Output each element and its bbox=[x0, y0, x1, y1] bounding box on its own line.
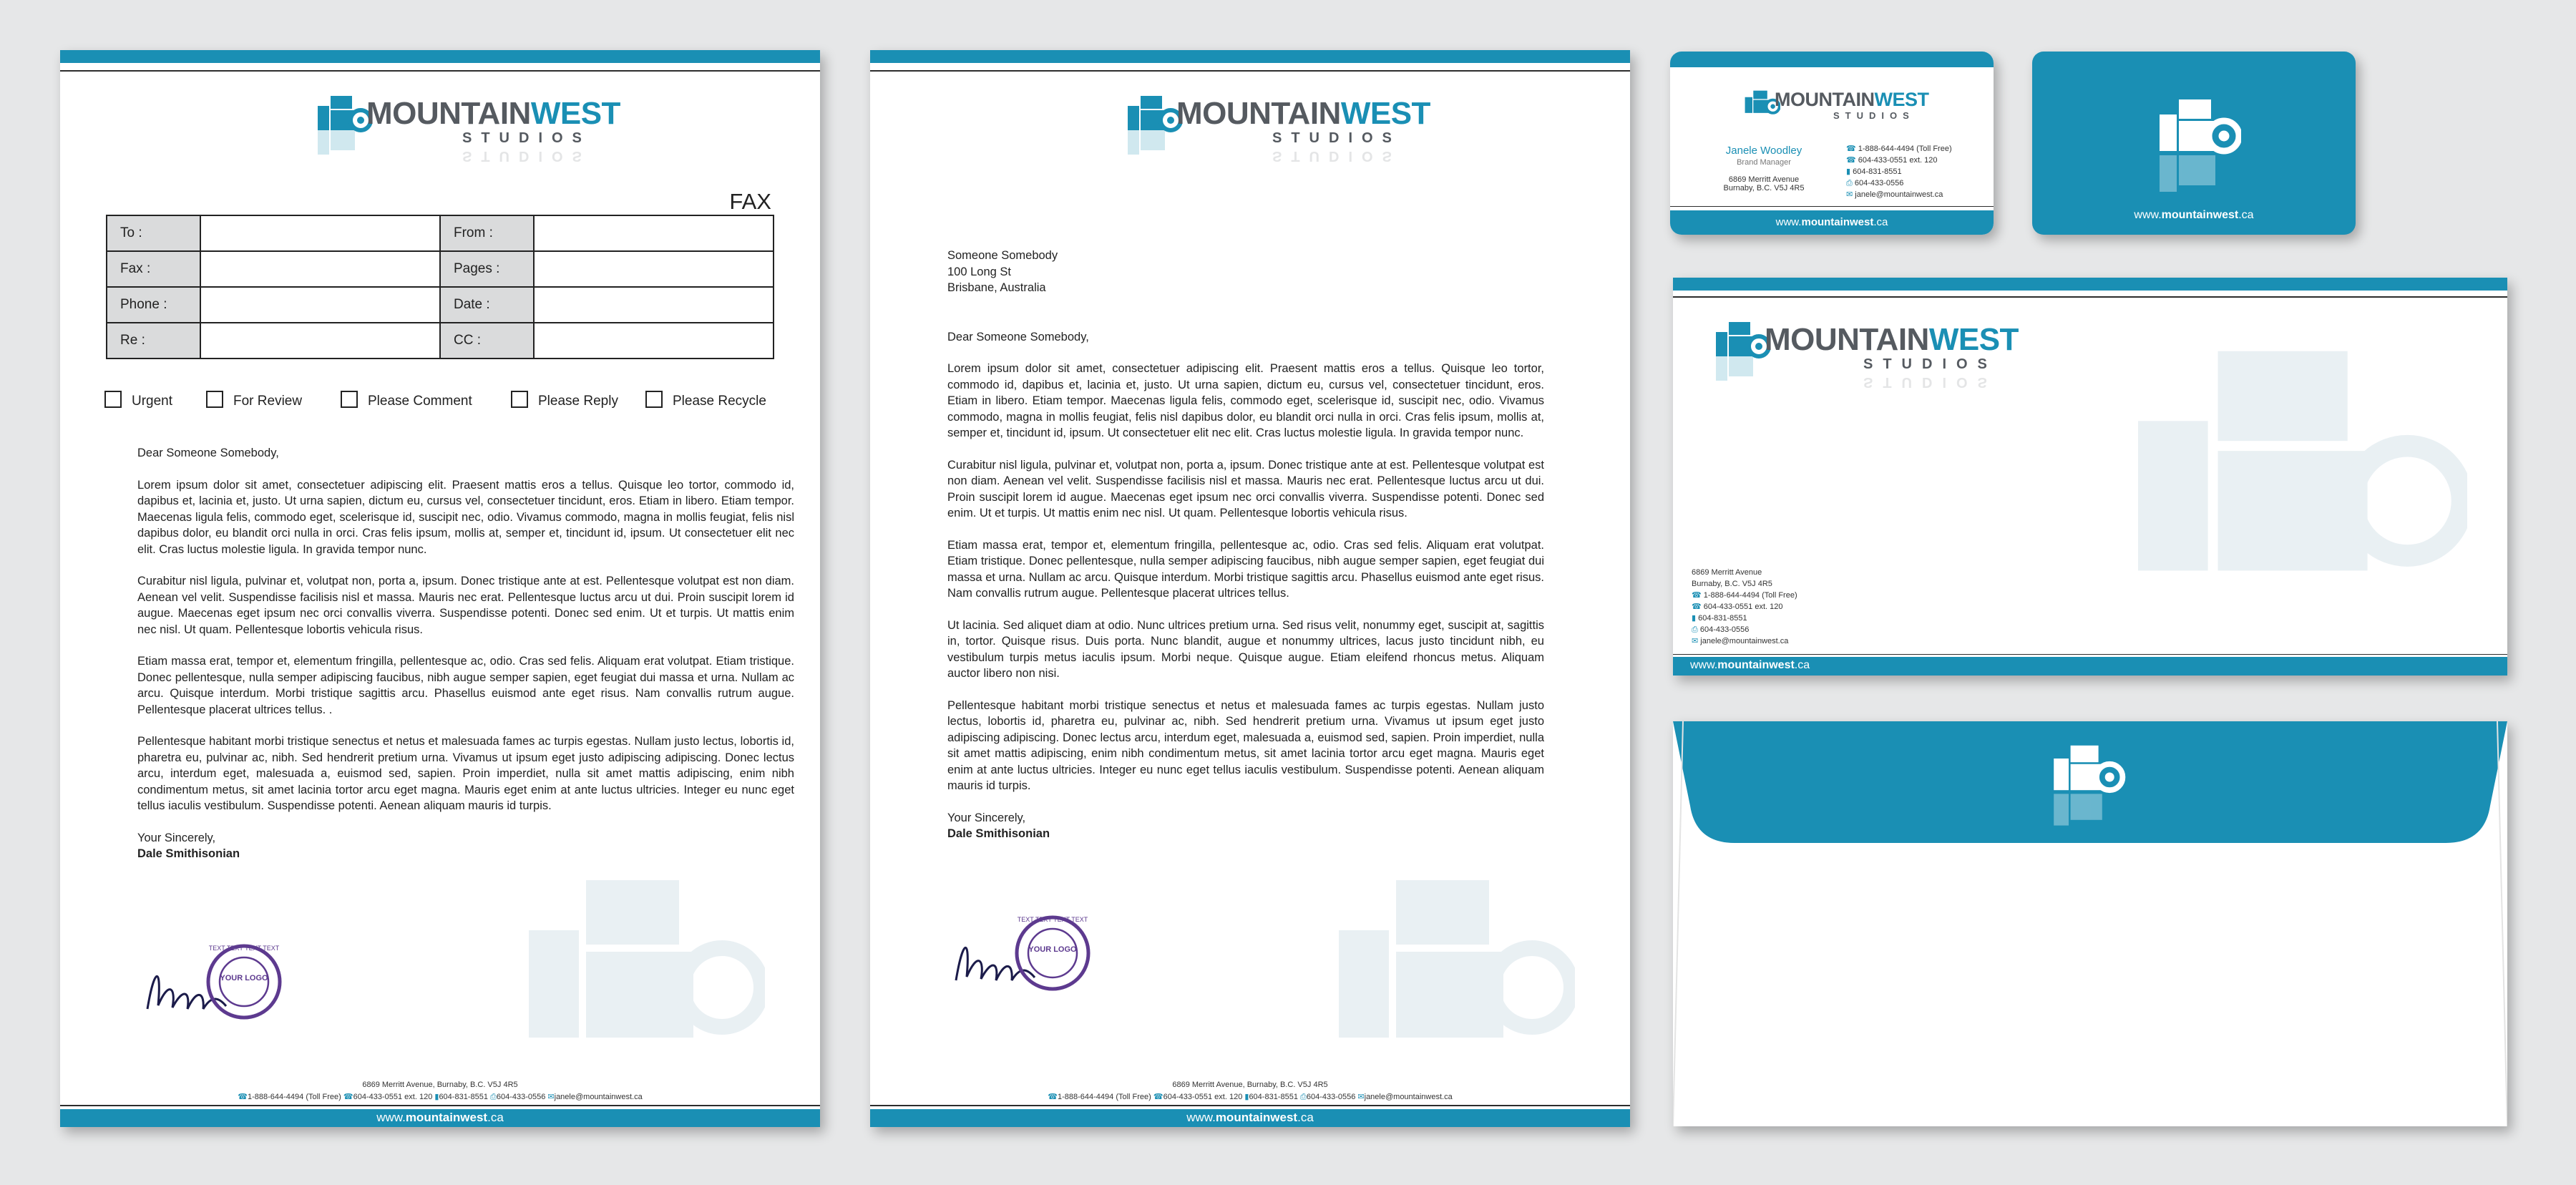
fax-letter-body bbox=[137, 445, 794, 862]
watermark-camera-icon bbox=[2138, 349, 2467, 592]
phone-icon: ☎ bbox=[343, 1093, 353, 1101]
watermark-camera-icon bbox=[1339, 880, 1575, 1052]
url-prefix: www. bbox=[1690, 659, 1718, 671]
phone-label: Phone : bbox=[107, 287, 200, 323]
fax-header-table bbox=[106, 215, 774, 359]
stamp-ring-text: TEXT TEXT TEXT TEXT bbox=[208, 945, 280, 952]
top-band bbox=[870, 50, 1630, 63]
cc-label: CC : bbox=[440, 323, 534, 359]
logo-wordmark-main: MOUNTAIN bbox=[1775, 89, 1875, 110]
logo-wordmark-accent: WEST bbox=[530, 96, 620, 131]
envelope-front bbox=[1673, 278, 2507, 676]
fax-sheet bbox=[60, 50, 820, 1127]
url-bold: mountainwest bbox=[1801, 216, 1874, 228]
footer-url[interactable] bbox=[60, 1111, 820, 1125]
email-icon: ✉ bbox=[1846, 190, 1855, 199]
card-street: 6869 Merritt Avenue bbox=[1728, 175, 1800, 184]
footer-url[interactable] bbox=[870, 1111, 1630, 1125]
checkbox-urgent[interactable] bbox=[104, 391, 172, 409]
checkbox-box[interactable] bbox=[206, 391, 223, 408]
phone-icon: ☎ bbox=[1692, 591, 1704, 600]
top-rule bbox=[870, 70, 1630, 72]
phone-icon: ☎ bbox=[1692, 603, 1704, 611]
mobile-icon: ▮ bbox=[434, 1093, 439, 1101]
logo-wordmark-accent: WEST bbox=[1928, 322, 2019, 357]
list-item bbox=[1846, 166, 1952, 177]
recipient-name: Someone Somebody bbox=[947, 249, 1058, 262]
envelope-back bbox=[1673, 721, 2507, 1126]
closing: Your Sincerely, bbox=[137, 831, 216, 844]
url-prefix: www. bbox=[1775, 216, 1802, 228]
card-contacts bbox=[1846, 143, 1952, 200]
top-rule bbox=[1673, 296, 2507, 298]
stamp-ring-text: TEXT TEXT TEXT TEXT bbox=[1017, 916, 1088, 923]
fax-icon: ⎙ bbox=[1846, 179, 1855, 187]
email: janele@mountainwest.ca bbox=[554, 1093, 643, 1101]
email: janele@mountainwest.ca bbox=[1700, 637, 1789, 645]
url-suffix: .ca bbox=[1297, 1111, 1314, 1124]
footer-url[interactable] bbox=[1690, 659, 1810, 672]
logo-studios: STUDIOS bbox=[462, 130, 591, 146]
logo-wordmark-accent: WEST bbox=[1340, 96, 1430, 131]
email-icon: ✉ bbox=[1692, 637, 1701, 645]
paragraph: Pellentesque habitant morbi tristique senectus et netus et malesuada fames ac turpis egestas. Nullam justo lectus, lobortis id, pharetra eu, pulvinar ac, nibh. Sed hendrerit pretium urna. Vivamus ut ipsum eget justo adipiscing adipiscing. Donec lectus arcu, interdum eget, malesuada a, euismod sed, sapien. Proin imperdiet, nulla sit amet mattis adipiscing, enim nibh condimentum metus, sit amet lacinia tortor arcu eget magna. Mauris eget enim at ante luctus ultricies. Integer eu nunc eget tellus iaculis vestibulum. Suspendisse potenti. Aenean aliquam mauris id turpis. bbox=[947, 698, 1544, 792]
list-item bbox=[1692, 624, 1797, 635]
list-item bbox=[1846, 143, 1952, 155]
logo-wordmark-main: MOUNTAIN bbox=[1765, 322, 1929, 357]
email-icon: ✉ bbox=[1357, 1093, 1365, 1101]
checkbox-please-reply[interactable] bbox=[511, 391, 618, 409]
city: Burnaby, B.C. V5J 4R5 bbox=[1692, 580, 1772, 588]
camera-logo-icon bbox=[315, 92, 372, 156]
url-prefix: www. bbox=[2134, 209, 2162, 221]
phone-icon: ☎ bbox=[1846, 156, 1858, 165]
stamp-center-text: YOUR LOGO bbox=[1028, 945, 1077, 954]
paragraph: Lorem ipsum dolor sit amet, consectetuer adipiscing elit. Praesent mattis eros a tellus. Quisque leo tortor, commodo id, dapibus et, lacinia et, justo. Ut urna sapien, dictum eu, cursus vel, consectetuer tincidunt, eros. Etiam in libero. Etiam tempor. Maecenas ligula felis, commodo eget, scelerisque id, suscipit nec, odio. Vivamus commodo, magna in mollis feugiat, felis nisl dapibus dolor, eu blandit orci nulla in orci. Cras felis ipsum, mollis at, semper et, tincidunt id, ipsum. Ut consectetuer elit nec elit. Cras luctus molestie ligula. In gravida tempor nunc. bbox=[947, 362, 1544, 439]
checkbox-label: Please Reply bbox=[538, 394, 618, 409]
camera-logo-icon bbox=[1713, 318, 1770, 382]
checkbox-please-recycle[interactable] bbox=[645, 391, 766, 409]
url-bold: mountainwest bbox=[1215, 1111, 1298, 1124]
mobile-icon: ▮ bbox=[1244, 1093, 1249, 1101]
fax: 604-433-0556 bbox=[1854, 179, 1904, 187]
logo-reflection: STUDIOS bbox=[1863, 374, 1997, 390]
table-row bbox=[107, 251, 774, 287]
logo-studios: STUDIOS bbox=[1272, 130, 1401, 146]
footer-rule bbox=[60, 1105, 820, 1106]
watermark-camera-icon bbox=[529, 880, 765, 1052]
re-label: Re : bbox=[107, 323, 200, 359]
top-band bbox=[1670, 52, 1994, 67]
from-field[interactable] bbox=[534, 215, 774, 251]
table-row bbox=[107, 287, 774, 323]
mobile: 604-831-8551 bbox=[439, 1093, 488, 1101]
letter-body bbox=[947, 248, 1544, 842]
fax: 604-433-0556 bbox=[1306, 1093, 1356, 1101]
logo-wordmark-accent: WEST bbox=[1874, 89, 1929, 110]
toll-free: 1-888-644-4494 (Toll Free) bbox=[247, 1093, 341, 1101]
paragraph: Pellentesque habitant morbi tristique senectus et netus et malesuada fames ac turpis egestas. Nullam justo lectus, lobortis id, pharetra eu, pulvinar ac, nibh. Sed hendrerit pretium urna. Vivamus ut ipsum eget justo adipiscing adipiscing. Donec lectus arcu, interdum eget, malesuada a, euismod sed, sapien. Proin imperdiet, nulla sit amet mattis adipiscing, enim nibh condimentum metus, sit amet lacinia tortor arcu eget magna. Mauris eget enim at ante luctus ultricies. Integer eu nunc eget tellus iaculis vestibulum. Suspendisse potenti. Aenean aliquam mauris id turpis. bbox=[137, 735, 794, 812]
phone-ext: 604-433-0551 ext. 120 bbox=[1858, 156, 1938, 165]
footer-url[interactable] bbox=[1670, 216, 1994, 228]
list-item bbox=[1846, 189, 1952, 200]
envelope-fold-lines bbox=[1673, 721, 2507, 1126]
url-suffix: .ca bbox=[487, 1111, 504, 1124]
logo-wordmark bbox=[1765, 322, 2019, 358]
salutation: Dear Someone Somebody, bbox=[137, 447, 279, 459]
card-name: Janele Woodley bbox=[1725, 145, 1802, 157]
signature-stamp bbox=[140, 937, 283, 1030]
logo-studios: STUDIOS bbox=[1833, 110, 1915, 121]
url-suffix: .ca bbox=[1794, 659, 1810, 671]
top-band bbox=[60, 50, 820, 63]
paragraph: Curabitur nisl ligula, pulvinar et, volutpat non, porta a, ipsum. Donec tristique ante at est. Pellentesque volutpat est non diam. Aenean vel velit. Suspendisse facilisis nisl et massa. Mauris nec erat. Pellentesque luctus arcu ut dui. Proin suscipit lorem id augue. Maecenas eget ipsum nec orci convallis viverra. Suspendisse potenti. Donec sed enim. Ut et turpis. Ut mattis enim nec nisl. Ut quam. Pellentesque lobortis vehicula risus. bbox=[137, 575, 794, 636]
re-field[interactable] bbox=[200, 323, 440, 359]
top-band bbox=[1673, 278, 2507, 291]
toll-free: 1-888-644-4494 (Toll Free) bbox=[1703, 591, 1797, 600]
logo-wordmark bbox=[1775, 89, 1928, 111]
salutation: Dear Someone Somebody, bbox=[947, 330, 1089, 343]
signature-stamp bbox=[949, 909, 1092, 1002]
url-suffix: .ca bbox=[1873, 216, 1888, 228]
fax-title: FAX bbox=[729, 189, 771, 214]
card-city: Burnaby, B.C. V5J 4R5 bbox=[1723, 184, 1805, 192]
card-person bbox=[1699, 145, 1829, 192]
paragraph: Ut lacinia. Sed aliquet diam at odio. Nunc ultrices pretium urna. Sed risus velit, nonummy eget, suscipit at, sagittis in, tortor. Quisque risus. Duis porta. Nunc blandit, augue et nonummy ultrices, lacus justo tincidunt nibh, eu vestibulum turpis metus iaculis ipsum. Morbi neque. Quisque augue. Etiam eleifend rhoncus metus. Aliquam auctor libero non nisi. bbox=[947, 618, 1544, 680]
phone-ext: 604-433-0551 ext. 120 bbox=[1703, 603, 1783, 611]
fax-icon: ⎙ bbox=[490, 1093, 497, 1101]
fax: 604-433-0556 bbox=[496, 1093, 546, 1101]
checkbox-label: Please Recycle bbox=[673, 394, 766, 409]
fax-label: Fax : bbox=[107, 251, 200, 287]
footer-rule bbox=[1673, 654, 2507, 655]
phone-ext: 604-433-0551 ext. 120 bbox=[1163, 1093, 1243, 1101]
phone-icon: ☎ bbox=[1846, 145, 1858, 153]
toll-free: 1-888-644-4494 (Toll Free) bbox=[1858, 145, 1952, 153]
checkbox-box[interactable] bbox=[104, 391, 122, 408]
stamp-center-text: YOUR LOGO bbox=[220, 974, 268, 982]
closing: Your Sincerely, bbox=[947, 811, 1026, 824]
checkbox-label: For Review bbox=[233, 394, 303, 409]
checkbox-label: Urgent bbox=[132, 394, 173, 409]
phone-icon: ☎ bbox=[1048, 1093, 1058, 1101]
footer-rule bbox=[1670, 206, 1994, 207]
logo-wordmark-main: MOUNTAIN bbox=[366, 96, 531, 131]
paragraph: Etiam massa erat, tempor et, elementum fringilla, pellentesque ac, odio. Cras sed felis. Aliquam erat volutpat. Etiam tristique. Donec pellentesque, nulla semper adipiscing faucibus, nibh augue semper sapien, eget feugiat dui massa et urna. Nullam ac arcu. Quisque interdum. Morbi tristique sagittis arcu. Phasellus euismod ante eget risus. Nam convallis rutrum augue. Pellentesque placerat ultrices tellus. bbox=[947, 538, 1544, 600]
recipient-street: 100 Long St bbox=[947, 265, 1011, 278]
fax: 604-433-0556 bbox=[1699, 625, 1750, 634]
cc-field[interactable] bbox=[534, 323, 774, 359]
checkbox-please-comment[interactable] bbox=[341, 391, 472, 409]
list-item bbox=[1692, 590, 1797, 601]
business-card-front bbox=[1670, 52, 1994, 235]
footer-address: 6869 Merritt Avenue, Burnaby, B.C. V5J 4R5 bbox=[1172, 1081, 1328, 1089]
fax-field[interactable] bbox=[200, 251, 440, 287]
phone-field[interactable] bbox=[200, 287, 440, 323]
url-bold: mountainwest bbox=[1717, 659, 1795, 671]
to-field[interactable] bbox=[200, 215, 440, 251]
date-label: Date : bbox=[440, 287, 534, 323]
email-icon: ✉ bbox=[547, 1093, 555, 1101]
toll-free: 1-888-644-4494 (Toll Free) bbox=[1057, 1093, 1151, 1101]
checkbox-box[interactable] bbox=[341, 391, 358, 408]
url-prefix: www. bbox=[376, 1111, 406, 1124]
signer-name: Dale Smithisonian bbox=[137, 847, 240, 860]
fax-checkboxes bbox=[104, 391, 791, 412]
mobile: 604-831-8551 bbox=[1853, 167, 1902, 176]
footer-address: 6869 Merritt Avenue, Burnaby, B.C. V5J 4R5 bbox=[362, 1081, 518, 1089]
footer-contacts bbox=[870, 1092, 1630, 1102]
envelope-return-address bbox=[1692, 567, 1797, 647]
brand-logo bbox=[1743, 87, 1943, 137]
table-row bbox=[107, 323, 774, 359]
logo-wordmark bbox=[1176, 96, 1430, 132]
url-bold: mountainwest bbox=[405, 1111, 488, 1124]
logo-wordmark bbox=[366, 96, 620, 132]
list-item bbox=[1846, 155, 1952, 166]
checkbox-box[interactable] bbox=[645, 391, 663, 408]
recipient-city: Brisbane, Australia bbox=[947, 281, 1046, 294]
business-card-back bbox=[2032, 52, 2356, 235]
paragraph: Curabitur nisl ligula, pulvinar et, volutpat non, porta a, ipsum. Donec tristique ante at est. Pellentesque volutpat est non diam. Aenean vel velit. Suspendisse facilisis nisl et massa. Mauris nec erat. Pellentesque luctus arcu ut dui. Proin suscipit lorem id augue. Maecenas eget ipsum nec orci convallis viverra. Suspendisse potenti. Donec sed enim. Ut et turpis. Ut mattis enim nec nisl. Ut quam. Pellentesque lobortis vehicula risus. bbox=[947, 458, 1544, 520]
brand-logo bbox=[315, 92, 620, 170]
brand-logo bbox=[1125, 92, 1430, 170]
table-row bbox=[107, 215, 774, 251]
card-title: Brand Manager bbox=[1737, 158, 1791, 167]
logo-reflection: STUDIOS bbox=[462, 148, 591, 164]
pages-field[interactable] bbox=[534, 251, 774, 287]
fax-icon: ⎙ bbox=[1300, 1093, 1307, 1101]
logo-reflection: STUDIOS bbox=[1272, 148, 1401, 164]
camera-logo-icon bbox=[1125, 92, 1182, 156]
footer-contacts bbox=[60, 1092, 820, 1102]
card-back-url[interactable] bbox=[2032, 209, 2356, 222]
mobile: 604-831-8551 bbox=[1698, 614, 1747, 623]
pages-label: Pages : bbox=[440, 251, 534, 287]
list-item bbox=[1846, 177, 1952, 189]
logo-wordmark-main: MOUNTAIN bbox=[1176, 96, 1341, 131]
checkbox-box[interactable] bbox=[511, 391, 528, 408]
checkbox-label: Please Comment bbox=[368, 394, 472, 409]
signer-name: Dale Smithisonian bbox=[947, 827, 1050, 840]
paragraph: Lorem ipsum dolor sit amet, consectetuer adipiscing elit. Praesent mattis eros a tellus. Quisque leo tortor, commodo id, dapibus et, lacinia et, justo. Ut urna sapien, dictum eu, cursus vel, consectetuer tincidunt, eros. Etiam in libero. Etiam tempor. Maecenas ligula felis, commodo eget, scelerisque id, suscipit nec, odio. Vivamus commodo, magna in mollis feugiat, felis nisl dapibus dolor, eu blandit orci nulla in orci. Cras felis ipsum, mollis at, semper et, tincidunt id, ipsum. Ut consectetuer elit nec elit. Cras luctus molestie ligula. In gravida tempor nunc. bbox=[137, 478, 794, 556]
camera-logo-icon bbox=[2155, 93, 2241, 200]
mobile: 604-831-8551 bbox=[1249, 1093, 1298, 1101]
email: janele@mountainwest.ca bbox=[1855, 190, 1943, 199]
from-label: From : bbox=[440, 215, 534, 251]
email: janele@mountainwest.ca bbox=[1364, 1093, 1453, 1101]
url-bold: mountainwest bbox=[2161, 209, 2239, 221]
fax-icon: ⎙ bbox=[1692, 625, 1700, 634]
date-field[interactable] bbox=[534, 287, 774, 323]
list-item bbox=[1692, 613, 1797, 624]
letterhead-sheet bbox=[870, 50, 1630, 1127]
top-rule bbox=[60, 70, 820, 72]
footer-rule bbox=[870, 1105, 1630, 1106]
phone-ext: 604-433-0551 ext. 120 bbox=[353, 1093, 433, 1101]
brand-logo bbox=[1713, 318, 2019, 396]
mobile-icon: ▮ bbox=[1846, 167, 1853, 176]
phone-icon: ☎ bbox=[1153, 1093, 1163, 1101]
url-suffix: .ca bbox=[2238, 209, 2254, 221]
list-item bbox=[1692, 601, 1797, 613]
checkbox-for-review[interactable] bbox=[206, 391, 302, 409]
list-item bbox=[1692, 635, 1797, 647]
phone-icon: ☎ bbox=[238, 1093, 248, 1101]
url-prefix: www. bbox=[1186, 1111, 1216, 1124]
paragraph: Etiam massa erat, tempor et, elementum fringilla, pellentesque ac, odio. Cras sed felis. Aliquam erat volutpat. Etiam tristique. Donec pellentesque, nulla semper adipiscing faucibus, nibh augue semper sapien, eget feugiat dui massa et urna. Nullam ac arcu. Quisque interdum. Morbi tristique sagittis arcu. Phasellus euismod ante eget risus. Nam convallis rutrum augue. Pellentesque placerat ultrices tellus. . bbox=[137, 655, 794, 716]
logo-studios: STUDIOS bbox=[1863, 356, 1997, 372]
mobile-icon: ▮ bbox=[1692, 614, 1699, 623]
to-label: To : bbox=[107, 215, 200, 251]
street: 6869 Merritt Avenue bbox=[1692, 568, 1762, 577]
